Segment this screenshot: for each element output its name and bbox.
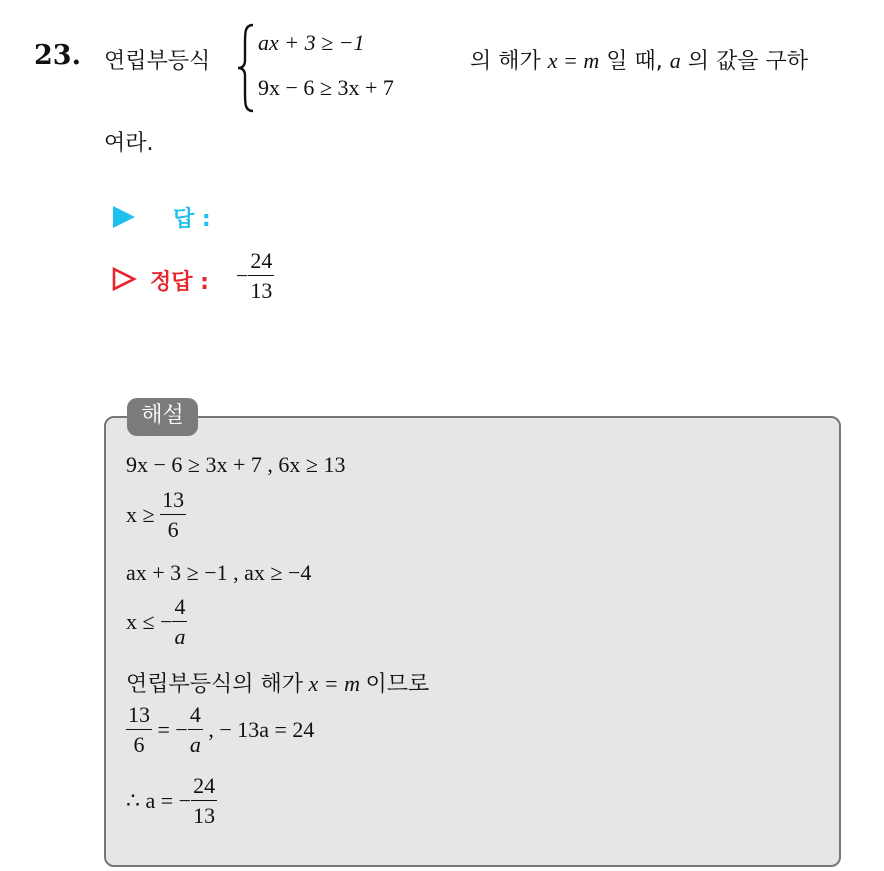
solution-line-4 xyxy=(126,596,187,648)
solution-equation: x = m xyxy=(547,48,600,73)
stem-mid2: 일 때, xyxy=(606,49,663,74)
correct-answer-arrow-outline-icon xyxy=(111,266,137,292)
line4-denominator: a xyxy=(174,624,186,649)
line7-numerator: 24 xyxy=(191,775,217,801)
stem-end: 의 값을 구하 xyxy=(687,49,808,74)
line5-text: 연립부등식의 해가 xyxy=(126,672,304,697)
question-stem-continuation: 여라. xyxy=(104,131,154,156)
line6-rest: , − 13a = 24 xyxy=(208,717,315,742)
line5-end: 이므로 xyxy=(365,672,430,697)
line7-denominator: 13 xyxy=(193,803,216,828)
stem-mid1: 의 해가 xyxy=(470,49,541,74)
solution-line-6 xyxy=(126,704,314,756)
answer-arrow-filled-icon xyxy=(111,204,137,230)
answer-numerator: 24 xyxy=(248,250,274,276)
question-stem-prefix: 연립부등식 xyxy=(104,49,211,74)
answer-sign: − xyxy=(236,263,249,288)
solution-line-1: 9x − 6 ≥ 3x + 7 , 6x ≥ 13 xyxy=(126,452,346,477)
system-ineq-2-text: 9x − 6 ≥ 3x + 7 xyxy=(258,75,394,100)
line6-denominator-1: 6 xyxy=(133,732,145,757)
system-ineq-1-text: ax + 3 ≥ −1 xyxy=(258,30,365,55)
explanation-tag: 해설 xyxy=(127,398,198,436)
line6-numerator-1: 13 xyxy=(126,704,152,730)
variable-a: a xyxy=(669,48,681,73)
answer-label: 답 : xyxy=(173,207,211,232)
line4-lhs: x ≤ − xyxy=(126,609,173,634)
question-number: 23. xyxy=(34,40,81,71)
line2-denominator: 6 xyxy=(167,517,179,542)
line6-numerator-2: 4 xyxy=(188,704,203,730)
correct-answer-label: 정답 : xyxy=(150,270,209,295)
system-inequality-2 xyxy=(258,75,394,101)
solution-line-7 xyxy=(126,775,217,827)
answer-denominator: 13 xyxy=(250,278,273,303)
correct-answer-value xyxy=(236,250,274,302)
question-stem-rest xyxy=(470,44,808,75)
solution-line-3: ax + 3 ≥ −1 , ax ≥ −4 xyxy=(126,560,312,585)
line2-numerator: 13 xyxy=(160,489,186,515)
solution-line-2 xyxy=(126,489,186,541)
solution-line-5 xyxy=(126,667,429,698)
line5-equation: x = m xyxy=(308,671,361,696)
left-brace-icon xyxy=(236,22,256,114)
line6-middle: = − xyxy=(157,717,188,742)
line7-lhs: ∴ a = − xyxy=(126,788,192,813)
line4-numerator: 4 xyxy=(172,596,187,622)
line2-lhs: x ≥ xyxy=(126,502,155,527)
line6-denominator-2: a xyxy=(189,732,201,757)
system-inequality-1 xyxy=(258,30,365,56)
